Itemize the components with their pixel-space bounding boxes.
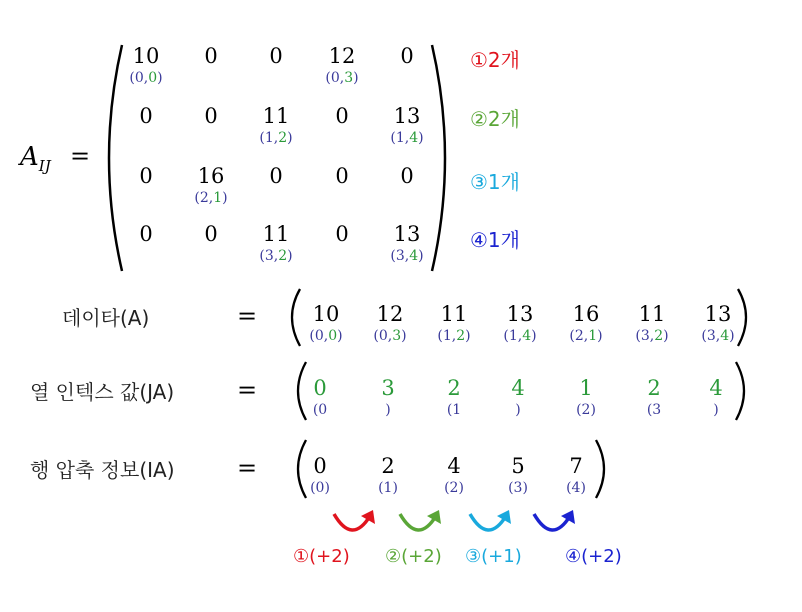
matrix-cell-index: (0,3) [325, 70, 359, 86]
data-row-equals: = [237, 302, 258, 330]
data-value: 11 [440, 302, 468, 326]
data-value-index: (3,4) [701, 328, 735, 344]
col-row-label: 열 인텍스 값(JA) [30, 380, 175, 404]
increment-3: ③(+1) [465, 546, 522, 567]
data-value-index: (0,3) [373, 328, 407, 344]
data-value-index: (3,2) [635, 328, 669, 344]
ptr-value-index: (2) [444, 480, 464, 496]
increment-2: ②(+2) [385, 546, 442, 567]
data-value: 11 [638, 302, 666, 326]
arrow-4 [534, 510, 575, 530]
matrix-cell: 0 [204, 222, 218, 246]
matrix-cell: 12 [328, 44, 356, 68]
matrix-cell: 13 [393, 104, 421, 128]
data-value-index: (2,1) [569, 328, 603, 344]
col-value-mark: (2) [576, 402, 596, 418]
ptr-value: 4 [447, 454, 461, 478]
increment-1: ①(+2) [293, 546, 350, 567]
matrix-cell: 0 [204, 104, 218, 128]
ptr-value-index: (3) [508, 480, 528, 496]
matrix-label: $A_{IJ}$ [20, 142, 51, 176]
matrix-cell: 0 [335, 164, 349, 188]
matrix-cell: 13 [393, 222, 421, 246]
data-value: 16 [572, 302, 600, 326]
row-count-1: ①2개 [470, 48, 520, 72]
col-row-equals: = [237, 376, 258, 404]
data-row-label: 데이타(A) [62, 306, 150, 330]
data-value-index: (1,2) [437, 328, 471, 344]
col-value: 1 [579, 376, 593, 400]
row-count-4: ④1개 [470, 228, 520, 252]
matrix-cell: 0 [139, 164, 153, 188]
ptr-value-index: (1) [378, 480, 398, 496]
matrix-cell: 0 [139, 222, 153, 246]
matrix-cell-index: (1,2) [259, 130, 293, 146]
ptr-value: 5 [511, 454, 525, 478]
col-value: 0 [313, 376, 327, 400]
ptr-value-index: (4) [566, 480, 586, 496]
data-value: 12 [376, 302, 404, 326]
col-value-mark: (0 [312, 402, 328, 418]
data-value: 13 [506, 302, 534, 326]
data-value-index: (1,4) [503, 328, 537, 344]
matrix-cell: 11 [262, 222, 290, 246]
col-value: 3 [381, 376, 395, 400]
matrix-equals: = [70, 142, 91, 170]
col-value-mark: (1 [446, 402, 462, 418]
ptr-value-index: (0) [310, 480, 330, 496]
ptr-row-label: 행 압축 정보(IA) [30, 458, 175, 482]
matrix-cell-index: (2,1) [194, 190, 228, 206]
col-value-mark: ) [713, 402, 719, 418]
arrow-3 [470, 510, 511, 530]
col-value: 2 [647, 376, 661, 400]
matrix-cell: 16 [197, 164, 225, 188]
arrow-1 [334, 510, 375, 530]
matrix-cell: 0 [400, 164, 414, 188]
col-value: 2 [447, 376, 461, 400]
ptr-value: 0 [313, 454, 327, 478]
matrix-cell: 0 [269, 164, 283, 188]
row-count-3: ③1개 [470, 170, 520, 194]
col-value-mark: ) [515, 402, 521, 418]
row-count-2: ②2개 [470, 107, 520, 131]
ptr-row-equals: = [237, 454, 258, 482]
matrix-cell-index: (1,4) [390, 130, 424, 146]
col-value: 4 [709, 376, 723, 400]
increment-4: ④(+2) [565, 546, 622, 567]
data-value: 10 [312, 302, 340, 326]
matrix-cell: 10 [132, 44, 160, 68]
ptr-value: 7 [569, 454, 583, 478]
data-value: 13 [704, 302, 732, 326]
matrix-cell-index: (0,0) [129, 70, 163, 86]
matrix-cell: 0 [139, 104, 153, 128]
ptr-value: 2 [381, 454, 395, 478]
matrix-cell: 11 [262, 104, 290, 128]
matrix-cell: 0 [335, 222, 349, 246]
col-value: 4 [511, 376, 525, 400]
col-value-mark: (3 [646, 402, 662, 418]
matrix-cell-index: (3,4) [390, 248, 424, 264]
matrix-cell: 0 [335, 104, 349, 128]
matrix-cell: 0 [400, 44, 414, 68]
col-value-mark: ) [385, 402, 391, 418]
matrix-cell: 0 [204, 44, 218, 68]
matrix-cell-index: (3,2) [259, 248, 293, 264]
data-value-index: (0,0) [309, 328, 343, 344]
arrow-2 [400, 510, 441, 530]
matrix-cell: 0 [269, 44, 283, 68]
